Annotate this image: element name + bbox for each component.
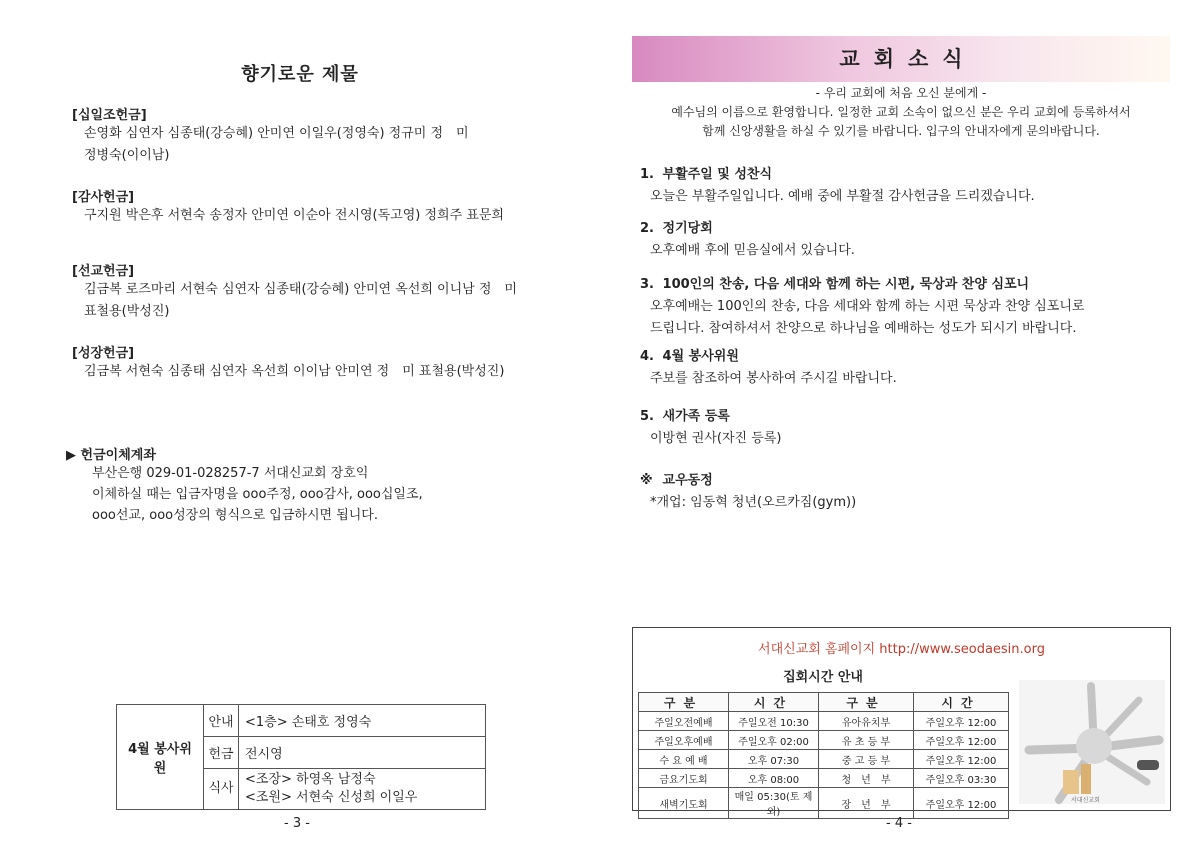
- offering-names: 김금복 서현숙 심종태 심연자 옥선희 이이남 안미연 정 미 표철용(박성진): [84, 364, 505, 379]
- transfer-instruction-line: 이체하실 때는 입금자명을 ooo주정, ooo감사, ooo십일조,: [92, 487, 423, 502]
- news-body: 이방현 권사(자진 등록): [650, 431, 782, 446]
- volunteer-names: <조장> 하영옥 남정숙: [245, 772, 376, 787]
- table-row: [639, 788, 1009, 819]
- volunteers-table: [116, 704, 486, 810]
- news-body: 오후예배 후에 믿음실에서 있습니다.: [650, 243, 855, 258]
- table-row: [639, 712, 1009, 731]
- news-number: 3.: [640, 277, 654, 292]
- offering-heading: [선교헌금]: [72, 264, 135, 279]
- news-number: 4.: [640, 349, 654, 364]
- schedule-cell: 매일 05:30(토 제외): [729, 788, 819, 819]
- news-number: 1.: [640, 167, 654, 182]
- schedule-cell: 장 년 부: [819, 788, 914, 819]
- left-page-title: 향기로운 제물: [241, 64, 359, 85]
- bank-account-line: 부산은행 029-01-028257-7 서대신교회 장호익: [92, 466, 369, 481]
- welcome-line: 함께 신앙생활을 하실 수 있기를 바랍니다. 입구의 안내자에게 문의바랍니다.: [702, 124, 1100, 138]
- homepage-link[interactable]: 서대신교회 홈페이지 http://www.seodaesin.org: [758, 642, 1045, 657]
- news-item-symphony: [640, 274, 1170, 340]
- news-number: 5.: [640, 409, 654, 424]
- news-item-new-family: [640, 406, 1170, 450]
- schedule-title: 집회시간 안내: [783, 670, 863, 685]
- volunteer-names: <1층> 손태호 정영숙: [239, 705, 486, 737]
- transfer-instruction-line: ooo선교, ooo성장의 형식으로 입금하시면 됩니다.: [92, 508, 379, 523]
- news-item-member-news: [640, 470, 1170, 514]
- volunteer-role: 식사: [204, 769, 239, 810]
- table-row: [639, 731, 1009, 750]
- schedule-cell: 주일오후 03:30: [914, 769, 1009, 788]
- volunteer-role: 헌금: [204, 737, 239, 769]
- news-heading: 부활주일 및 성찬식: [662, 167, 773, 182]
- schedule-header: 시간: [729, 693, 819, 712]
- news-heading: 100인의 찬송, 다음 세대와 함께 하는 시편, 묵상과 찬양 심포니: [662, 277, 1030, 292]
- schedule-header: 구분: [639, 693, 729, 712]
- table-row: [639, 769, 1009, 788]
- welcome-message: [632, 84, 1170, 141]
- schedule-cell: 주일오후 12:00: [914, 712, 1009, 731]
- offering-heading: [성장헌금]: [72, 346, 135, 361]
- offering-heading: [감사헌금]: [72, 190, 135, 205]
- page-number-left: - 3 -: [284, 816, 310, 831]
- news-item-easter: [640, 164, 1170, 208]
- welcome-line: 예수님의 이름으로 환영합니다. 일정한 교회 소속이 없으신 분은 우리 교회에 등록하셔서: [671, 105, 1131, 119]
- schedule-cell: 금요기도회: [639, 769, 729, 788]
- schedule-cell: 주일오후 02:00: [729, 731, 819, 750]
- schedule-cell: 수 요 예 배: [639, 750, 729, 769]
- schedule-cell: 유아유치부: [819, 712, 914, 731]
- news-number: 2.: [640, 221, 654, 236]
- schedule-cell: 유 초 등 부: [819, 731, 914, 750]
- transfer-heading: ▶ 헌금이체계좌: [66, 448, 156, 463]
- news-body: *개업: 임동혁 청년(오르카짐(gym)): [650, 495, 857, 510]
- page-number-right: - 4 -: [886, 816, 912, 831]
- schedule-cell: 새벽기도회: [639, 788, 729, 819]
- schedule-header: 구분: [819, 693, 914, 712]
- schedule-cell: 주일오전예배: [639, 712, 729, 731]
- offering-heading: [십일조헌금]: [72, 108, 147, 123]
- news-heading: 교우동정: [662, 473, 713, 488]
- schedule-cell: 중 고 등 부: [819, 750, 914, 769]
- schedule-cell: 주일오전 10:30: [729, 712, 819, 731]
- news-item-volunteers: [640, 346, 1170, 390]
- schedule-header: 시간: [914, 693, 1009, 712]
- offering-section-tithe: [72, 104, 542, 167]
- news-body: 오늘은 부활주일입니다. 예배 중에 부활절 감사헌금을 드리겠습니다.: [650, 189, 1035, 204]
- offering-section-thanks: [72, 186, 542, 227]
- schedule-cell: 주일오후 12:00: [914, 750, 1009, 769]
- church-location-map: [1019, 680, 1165, 804]
- map-church-label: 서대신교회: [1071, 797, 1100, 804]
- news-number: ※: [640, 473, 653, 488]
- news-heading: 정기당회: [662, 221, 713, 236]
- offering-transfer-info: [66, 444, 566, 526]
- welcome-subtitle: - 우리 교회에 처음 오신 분에게 -: [815, 86, 987, 100]
- offering-names: 김금복 로즈마리 서현숙 심연자 심종태(강승혜) 안미연 옥선희 이니남 정 미: [84, 282, 517, 297]
- news-heading: 새가족 등록: [662, 409, 730, 424]
- schedule-cell: 주일오후 12:00: [914, 788, 1009, 819]
- church-news-banner: [632, 36, 1170, 82]
- schedule-cell: 청 년 부: [819, 769, 914, 788]
- news-heading: 4월 봉사위원: [662, 349, 739, 364]
- volunteer-names: 전시영: [239, 737, 486, 769]
- schedule-cell: 주일오후예배: [639, 731, 729, 750]
- table-row: [639, 750, 1009, 769]
- news-body: 주보를 참조하여 봉사하여 주시길 바랍니다.: [650, 371, 897, 386]
- news-body: 오후예배는 100인의 찬송, 다음 세대와 함께 하는 시편 묵상과 찬양 심포니로: [650, 299, 1085, 314]
- volunteer-names-cell: [239, 769, 486, 810]
- offering-section-mission: [72, 260, 542, 323]
- offering-names: 손영화 심연자 심종태(강승혜) 안미연 이일우(정영숙) 정규미 정 미: [84, 126, 469, 141]
- volunteer-names: <조원> 서현숙 신성희 이일우: [245, 790, 418, 805]
- volunteers-month-label: 4월 봉사위원: [117, 705, 204, 810]
- news-body: 드립니다. 참여하셔서 찬양으로 하나님을 예배하는 성도가 되시기 바랍니다.: [650, 321, 1077, 336]
- offering-names: 표철용(박성진): [84, 304, 170, 319]
- offering-names: 정병숙(이이남): [84, 148, 170, 163]
- volunteer-role: 안내: [204, 705, 239, 737]
- banner-title: 교회소식: [839, 47, 977, 71]
- offering-section-growth: [72, 342, 542, 383]
- service-info-box: [632, 627, 1171, 818]
- schedule-cell: 오후 07:30: [729, 750, 819, 769]
- news-item-session: [640, 218, 1170, 262]
- offering-names: 구지원 박은후 서현숙 송정자 안미연 이순아 전시영(독고영) 정희주 표문희: [84, 208, 504, 223]
- schedule-cell: 오후 08:00: [729, 769, 819, 788]
- service-schedule-table: [638, 692, 1009, 819]
- schedule-cell: 주일오후 12:00: [914, 731, 1009, 750]
